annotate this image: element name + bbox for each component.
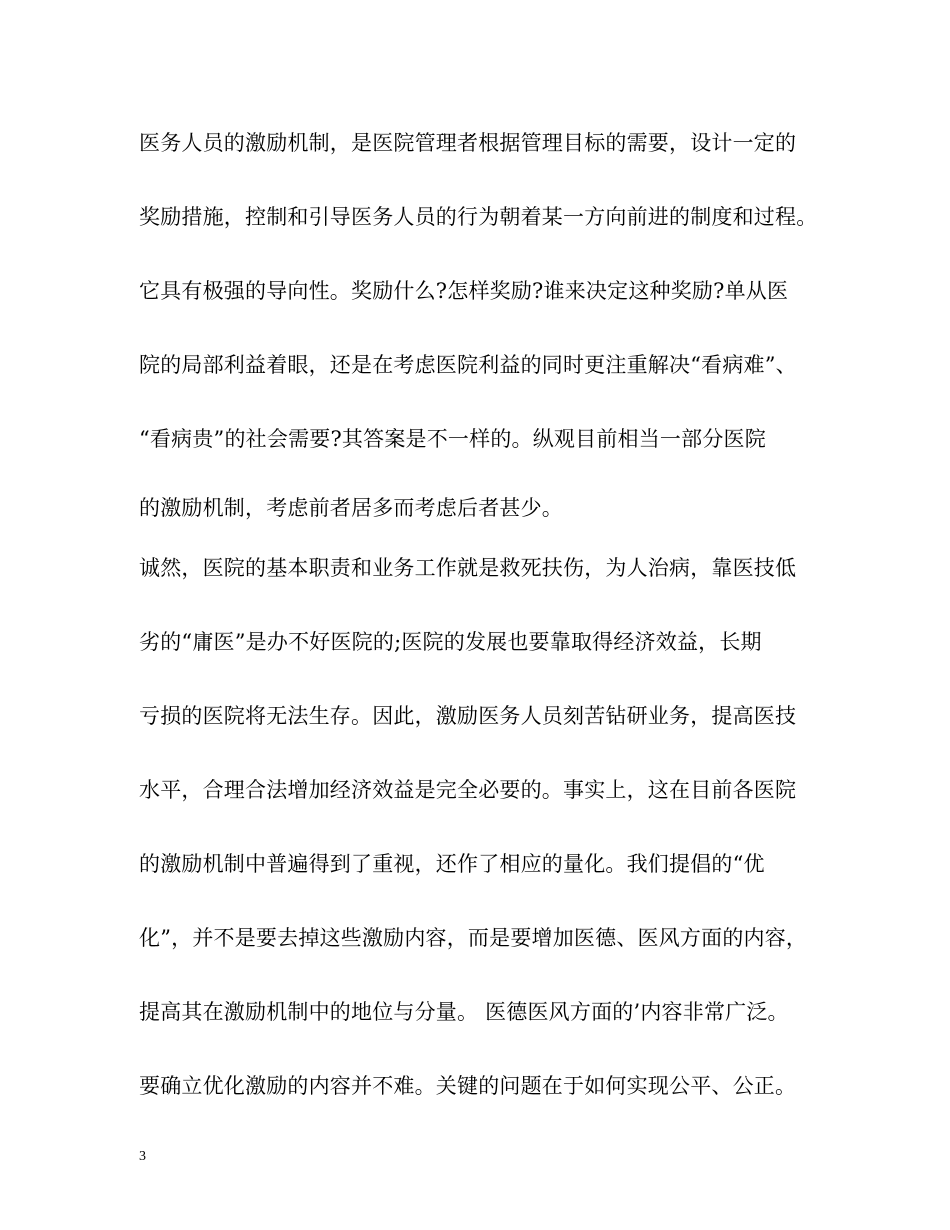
paragraph-line: 化”，并不是要去掉这些激励内容，而是要增加医德、医风方面的内容， <box>139 926 808 950</box>
paragraph-line: 提高其在激励机制中的地位与分量。 医德医风方面的’内容非常广泛。 <box>139 1000 789 1024</box>
paragraph-line: 院的局部利益着眼，还是在考虑医院利益的同时更注重解决“看病难”、 <box>139 353 797 377</box>
paragraph-line: 劣的“庸医”是办不好医院的;医院的发展也要靠取得经济效益，长期 <box>139 630 762 654</box>
paragraph-line: 的激励机制中普遍得到了重视，还作了相应的量化。我们提倡的“优 <box>139 852 765 876</box>
paragraph-line: 医务人员的激励机制，是医院管理者根据管理目标的需要，设计一定的 <box>139 131 797 155</box>
page-number: 3 <box>139 1149 146 1164</box>
paragraph-line: 要确立优化激励的内容并不难。关键的问题在于如何实现公平、公正。 <box>139 1074 797 1098</box>
paragraph-line: 亏损的医院将无法生存。因此，激励医务人员刻苦钻研业务，提高医技 <box>139 704 797 728</box>
paragraph-line: 水平，合理合法增加经济效益是完全必要的。事实上，这在目前各医院 <box>139 778 797 802</box>
paragraph-line: “看病贵”的社会需要?其答案是不一样的。纵观目前相当一部分医院 <box>139 427 766 451</box>
paragraph-line: 诚然，医院的基本职责和业务工作就是救死扶伤，为人治病，靠医技低 <box>139 556 797 580</box>
paragraph-line: 奖励措施，控制和引导医务人员的行为朝着某一方向前进的制度和过程。 <box>139 205 818 229</box>
paragraph-line: 它具有极强的导向性。奖励什么?怎样奖励?谁来决定这种奖励?单从医 <box>139 279 789 303</box>
paragraph-line: 的激励机制，考虑前者居多而考虑后者甚少。 <box>139 496 563 520</box>
